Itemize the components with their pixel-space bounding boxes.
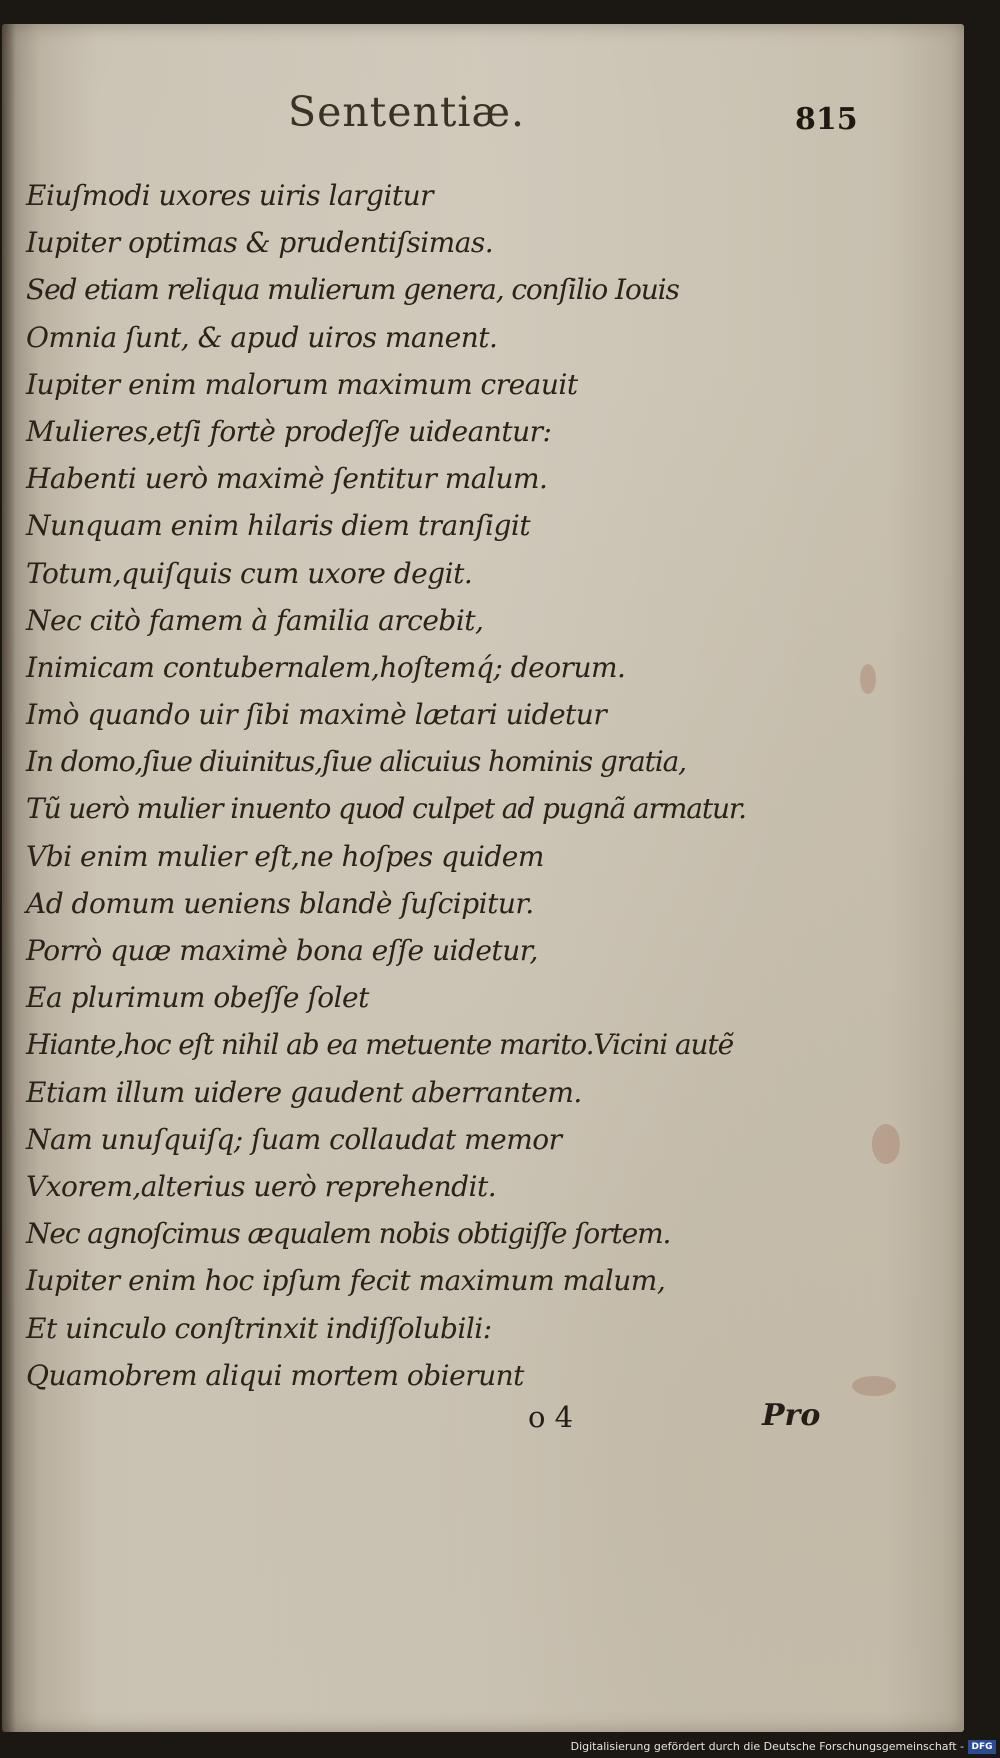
running-head: Sententiæ. (288, 88, 526, 136)
verse-line: Tũ uerò mulier inuento quod culpet ad pugnã armatur. (26, 792, 746, 826)
verse-line: Omnia ſunt, & apud uiros manent. (26, 320, 498, 354)
verse-line: Hiante,hoc eſt nihil ab ea metuente marito.Vicini autẽ (26, 1028, 734, 1062)
verse-line: Etiam illum uidere gaudent aberrantem. (26, 1075, 582, 1109)
verse-text-block (26, 172, 826, 1399)
verse-line: Sed etiam reliqua mulierum genera, conſilio Iouis (26, 273, 679, 307)
verse-line: Iupiter enim hoc ipſum fecit maximum malum, (26, 1264, 666, 1298)
dfg-logo: DFG (968, 1740, 996, 1754)
verse-line: Inimicam contubernalem,hoſtemq́; deorum. (26, 650, 626, 684)
verse-line: Totum,quiſquis cum uxore degit. (26, 556, 473, 590)
verse-line: Quamobrem aliqui mortem obierunt (26, 1358, 524, 1392)
ink-stain (852, 1376, 896, 1396)
verse-line: Et uinculo conſtrinxit indiſſolubili: (26, 1311, 492, 1345)
verse-line: Iupiter enim malorum maximum creauit (26, 367, 578, 401)
verse-line: Ea plurimum obeſſe ſolet (26, 981, 369, 1015)
catchword: Pro (762, 1398, 821, 1433)
verse-line: Vbi enim mulier eſt,ne hoſpes quidem (26, 839, 544, 873)
signature-mark: o 4 (528, 1400, 574, 1434)
verse-line: Mulieres,etſi fortè prodeſſe uideantur: (26, 414, 552, 448)
verse-line: Nam unuſquiſq; ſuam collaudat memor (26, 1122, 562, 1156)
verse-line: In domo,ſiue diuinitus,ſiue alicuius hominis gratia, (26, 745, 686, 779)
verse-line: Imò quando uir ſibi maximè lætari uidetur (26, 698, 607, 732)
verse-line: Habenti uerò maximè ſentitur malum. (26, 462, 548, 496)
ink-stain (872, 1124, 900, 1164)
book-page (2, 24, 964, 1732)
page-number: 815 (795, 102, 858, 137)
verse-line: Vxorem,alterius uerò reprehendit. (26, 1169, 497, 1203)
verse-line: Eiuſmodi uxores uiris largitur (26, 179, 434, 212)
verse-line: Nunquam enim hilaris diem tranſigit (26, 509, 531, 543)
verse-line: Ad domum ueniens blandè ſuſcipitur. (26, 886, 534, 920)
page-gutter-shadow (2, 24, 16, 1732)
verse-line: Iupiter optimas & prudentiſsimas. (26, 226, 494, 260)
verse-line: Nec citò famem à familia arcebit, (26, 603, 484, 637)
verse-line: Porrò quæ maximè bona eſſe uidetur, (26, 934, 538, 967)
ink-stain (860, 664, 876, 694)
verse-line: Nec agnoſcimus æqualem nobis obtigiſſe ſortem. (26, 1217, 671, 1251)
digitization-credit: Digitalisierung gefördert durch die Deutsche Forschungsgemeinschaft - (570, 1740, 964, 1753)
